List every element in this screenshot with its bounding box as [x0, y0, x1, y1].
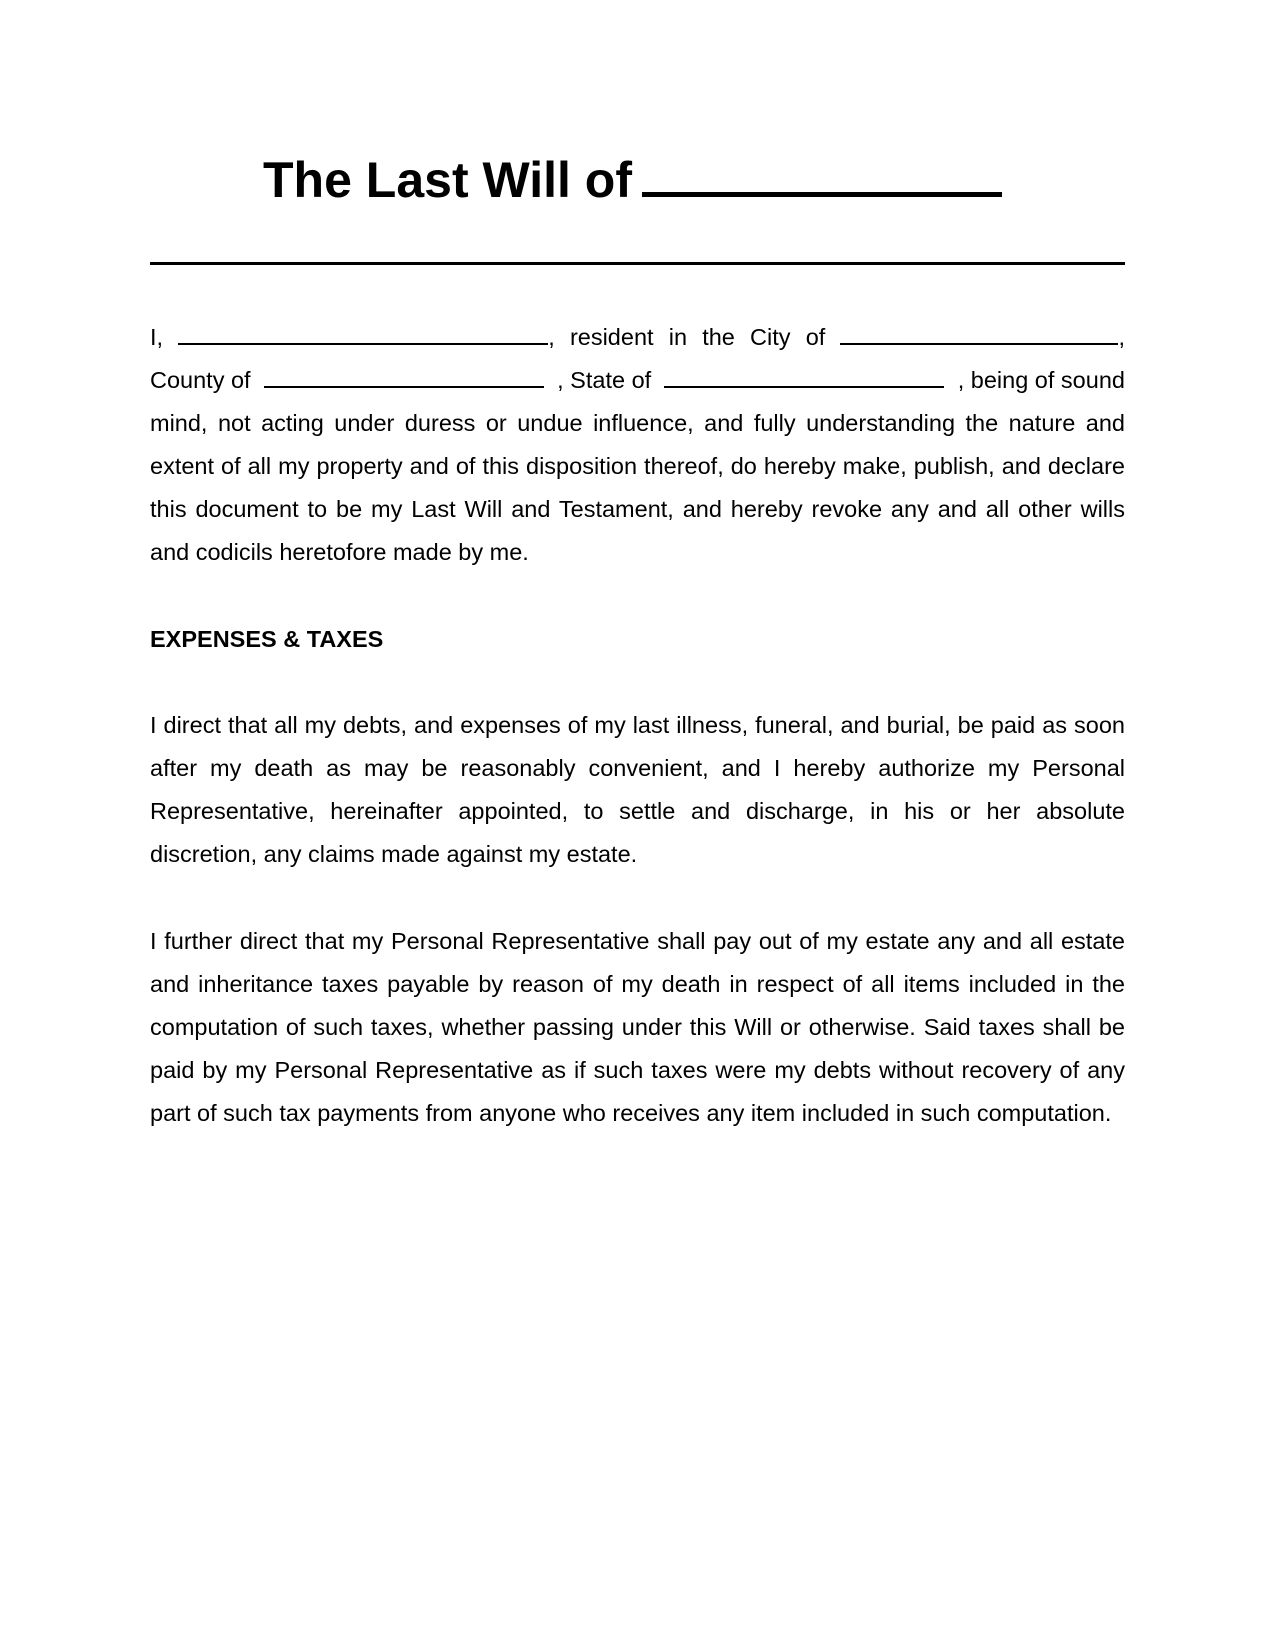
intro-word: resident: [569, 324, 654, 350]
testator-name-blank[interactable]: [642, 146, 1002, 197]
document-title: [263, 146, 1002, 210]
name-field-group: [178, 316, 555, 359]
intro-paragraph: [150, 316, 1125, 574]
title-text: The Last Will of: [263, 152, 632, 208]
intro-word: the: [702, 324, 735, 350]
intro-word: in: [668, 324, 688, 350]
city-field-group: [840, 316, 1125, 359]
county-blank[interactable]: [264, 366, 544, 388]
intro-word: of: [805, 324, 826, 350]
intro-line-2: [150, 359, 1125, 402]
city-blank[interactable]: [840, 323, 1118, 345]
county-label: County of: [150, 367, 251, 393]
sound-mind-text: , being of sound: [957, 367, 1125, 393]
intro-line-1: [150, 316, 1125, 359]
state-blank[interactable]: [664, 366, 944, 388]
section-heading-expenses-taxes: EXPENSES & TAXES: [150, 626, 384, 652]
taxes-paragraph: I further direct that my Personal Representative shall pay out of my estate any and all estate and inheritance taxes payable by reason of my death in respect of all items included in the computation of such taxes, whether passing under this Will or otherwise. Said taxes shall be paid by my Personal Representative as if such taxes were my debts without recovery of any part of such tax payments from anyone who receives any item included in such computation.: [150, 928, 1125, 1126]
intro-word: ,: [548, 324, 555, 350]
intro-word: ,: [1118, 324, 1125, 350]
intro-rest-text: mind, not acting under duress or undue influence, and fully understanding the nature and extent of all my property and of this disposition thereof, do hereby make, publish, and declare this document to be my Last Will and Testament, and hereby revoke any and all other wills and codicils heretofore made by me.: [150, 410, 1125, 565]
name-blank[interactable]: [178, 323, 548, 345]
title-divider: [150, 262, 1125, 265]
intro-word: City: [750, 324, 791, 350]
intro-word: I,: [150, 324, 164, 350]
state-label: , State of: [557, 367, 652, 393]
expenses-paragraph: I direct that all my debts, and expenses of my last illness, funeral, and burial, be paid as soon after my death as may be reasonably convenient, and I hereby authorize my Personal Representative, hereinafter appointed, to settle and discharge, in his or her absolute discretion, any claims made against my estate.: [150, 712, 1125, 867]
